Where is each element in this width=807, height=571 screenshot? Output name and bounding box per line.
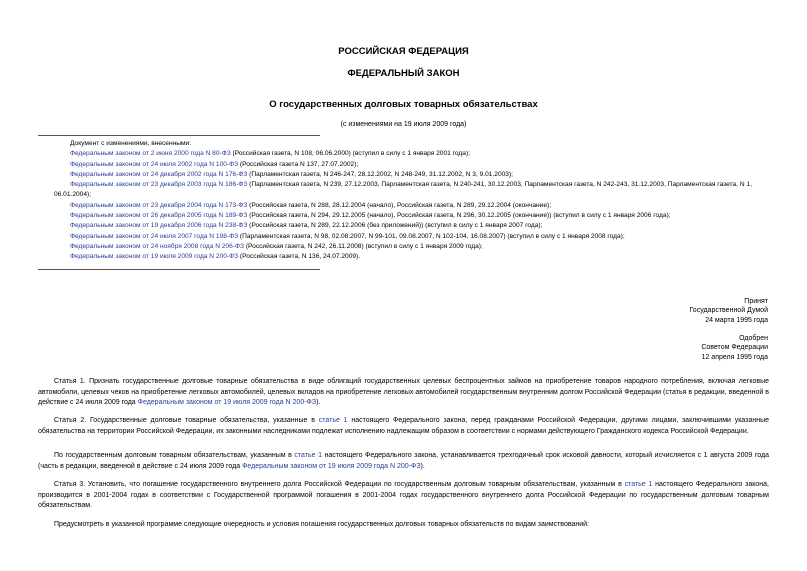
approved-label: Одобрен — [739, 335, 768, 343]
amendment-item: Федеральным законом от 2 июня 2000 года N 80-ФЗ (Российская газета, N 108, 06.06.2000) (вступил в силу с 1 января 2001 года); — [70, 150, 470, 158]
law-subtitle: (с изменениями на 19 июля 2009 года) — [340, 121, 467, 128]
adopted-label: Принят — [744, 298, 768, 305]
amendments-block — [38, 139, 773, 263]
amendment-link[interactable]: Федеральным законом от 24 ноября 2008 года N 206-ФЗ — [70, 242, 245, 250]
law-type-heading: ФЕДЕРАЛЬНЫЙ ЗАКОН — [347, 68, 460, 79]
amendment-item: Федеральным законом от 23 декабря 2003 года N 186-ФЗ (Парламентская газета, N 239, 27.12.2003, Парламентская газета, N 240-241, 30.12.2003, Парламентская газета, N 242-243, 31.12.2003, Парламентская газета, N 1, 06.01.2004); — [54, 181, 752, 199]
amendment-item: Федеральным законом от 24 июля 2002 года N 100-ФЗ (Российская газета N 137, 27.07.2002); — [70, 160, 359, 168]
amendment-link[interactable]: Федеральным законом от 26 декабря 2005 года N 189-ФЗ — [70, 212, 248, 220]
article-3-link[interactable]: статье 1 — [624, 481, 653, 488]
amendment-item: Федеральным законом от 19 июля 2009 года N 200-ФЗ (Российская газета, N 136, 24.07.2009). — [70, 253, 361, 261]
amendment-item: Федеральным законом от 24 июля 2007 года N 198-ФЗ (Парламентская газета, N 98, 02.08.2007, N 99-101, 09.08.2007, N 102-104, 16.08.2007) (вступил в силу с 1 января 2008 года); — [70, 232, 625, 240]
adopted-date: 24 марта 1995 года — [705, 316, 768, 324]
article-2p-law-link[interactable]: Федеральным законом от 19 июля 2009 года N 200-ФЗ — [242, 462, 421, 470]
article-2: Статья 2. Государственные долговые товарные обязательства, указанные в статье 1 настоящего Федерального закона, перед гражданами Российской Федерации, другими лицами, заключившими указанные обязательства на территории Российской Федерации, их законными наследниками подлежат исполнению надлежащим образом в соответствии с нормами действующего Гражданского кодекса Российской Федерации. — [38, 417, 769, 435]
amendment-link[interactable]: Федеральным законом от 24 июля 2002 года N 100-ФЗ — [70, 160, 239, 168]
amendment-link[interactable]: Федеральным законом от 24 июля 2007 года N 198-ФЗ — [70, 232, 239, 240]
amendment-link[interactable]: Федеральным законом от 19 декабря 2006 года N 238-ФЗ — [70, 222, 248, 230]
article-1: Статья 1. Признать государственные долговые товарные обязательства в виде облигаций государственных целевых беспроцентных займов на приобретение товаров народного потребления, включая легковые автомобили, целевых чеков на приобретение легковых автомобилей, целевых вкладов на приобретение легковых автомобилей государственным внутренним долгом Российской Федерации (статья в редакции, введенной в действие с 24 июля 2009 года Федеральным законом от 19 июля 2009 года N 200-ФЗ). — [38, 378, 769, 406]
article-2-paragraph: По государственным долговым товарным обязательствам, указанным в статье 1 настоящего Федерального закона, устанавливается трехгодичный срок исковой давности, который исчисляется с 1 августа 2009 года (часть в редакции, введенной в действие с 24 июля 2009 года Федеральным законом от 19 июля 2009 года N 200-ФЗ). — [38, 452, 769, 470]
amendment-link[interactable]: Федеральным законом от 19 июля 2009 года N 200-ФЗ — [70, 253, 239, 261]
adopted-body: Государственной Думой — [689, 307, 768, 315]
article-3-paragraph: Предусмотреть в указанной программе следующие очередность и условия погашения государственных долговых товарных обязательств по видам заимствований: — [54, 521, 590, 528]
article-2p-link[interactable]: статье 1 — [294, 452, 322, 459]
article-1-link[interactable]: Федеральным законом от 19 июля 2009 года N 200-ФЗ — [137, 399, 317, 406]
approved-date: 12 апреля 1995 года — [701, 353, 768, 361]
amendment-item: Федеральным законом от 26 декабря 2005 года N 189-ФЗ (Российская газета, N 294, 29.12.2005 (начало), Российская газета, N 296, 30.12.2005 (окончание)) (вступил в силу с 1 января 2006 года); — [70, 212, 671, 220]
amendment-link[interactable]: Федеральным законом от 23 декабря 2003 года N 186-ФЗ — [70, 181, 248, 189]
divider-top — [38, 135, 320, 136]
amendment-link[interactable]: Федеральным законом от 23 декабря 2004 года N 173-ФЗ — [70, 201, 248, 209]
amendment-item: Федеральным законом от 24 декабря 2002 года N 176-ФЗ (Парламентская газета, N 246-247, 28.12.2002, N 248-249, 31.12.2002, N 3, 9.01.2003); — [70, 170, 513, 178]
amendment-item: Федеральным законом от 23 декабря 2004 года N 173-ФЗ (Российская газета, N 288, 28.12.2004 (начало), Российская газета, N 289, 29.12.2004 (окончание); — [70, 201, 552, 209]
amendment-item: Федеральным законом от 19 декабря 2006 года N 238-ФЗ (Российская газета, N 289, 22.12.2006 (без приложений)) (вступил в силу с 1 января 2007 года); — [70, 222, 543, 230]
approved-body: Советом Федерации — [701, 344, 768, 352]
article-3: Статья 3. Установить, что погашение государственного внутреннего долга Российской Федерации по государственным долговым товарным обязательствам, указанным в статье 1 настоящего Федерального закона, производится в 2001-2004 годах в соответствии с Государственной программой погашения в 2001-2004 годах государственного внутреннего долга Российской Федерации по государственным долговым товарным обязательствам. — [38, 481, 769, 509]
amendment-item: Федеральным законом от 24 ноября 2008 года N 206-ФЗ (Российская газета, N 242, 26.11.2008) (вступил в силу с 1 января 2009 года); — [70, 242, 483, 250]
country-heading: РОССИЙСКАЯ ФЕДЕРАЦИЯ — [338, 46, 469, 57]
article-2-link[interactable]: статье 1 — [318, 417, 348, 424]
law-title: О государственных долговых товарных обязательствах — [269, 99, 538, 110]
amendments-intro: Документ с изменениями, внесенными: — [70, 140, 192, 147]
amendment-link[interactable]: Федеральным законом от 24 декабря 2002 года N 176-ФЗ — [70, 170, 248, 178]
divider-bottom — [38, 269, 320, 270]
adoption-block — [689, 297, 768, 362]
amendment-link[interactable]: Федеральным законом от 2 июня 2000 года N 80-ФЗ — [70, 150, 231, 158]
